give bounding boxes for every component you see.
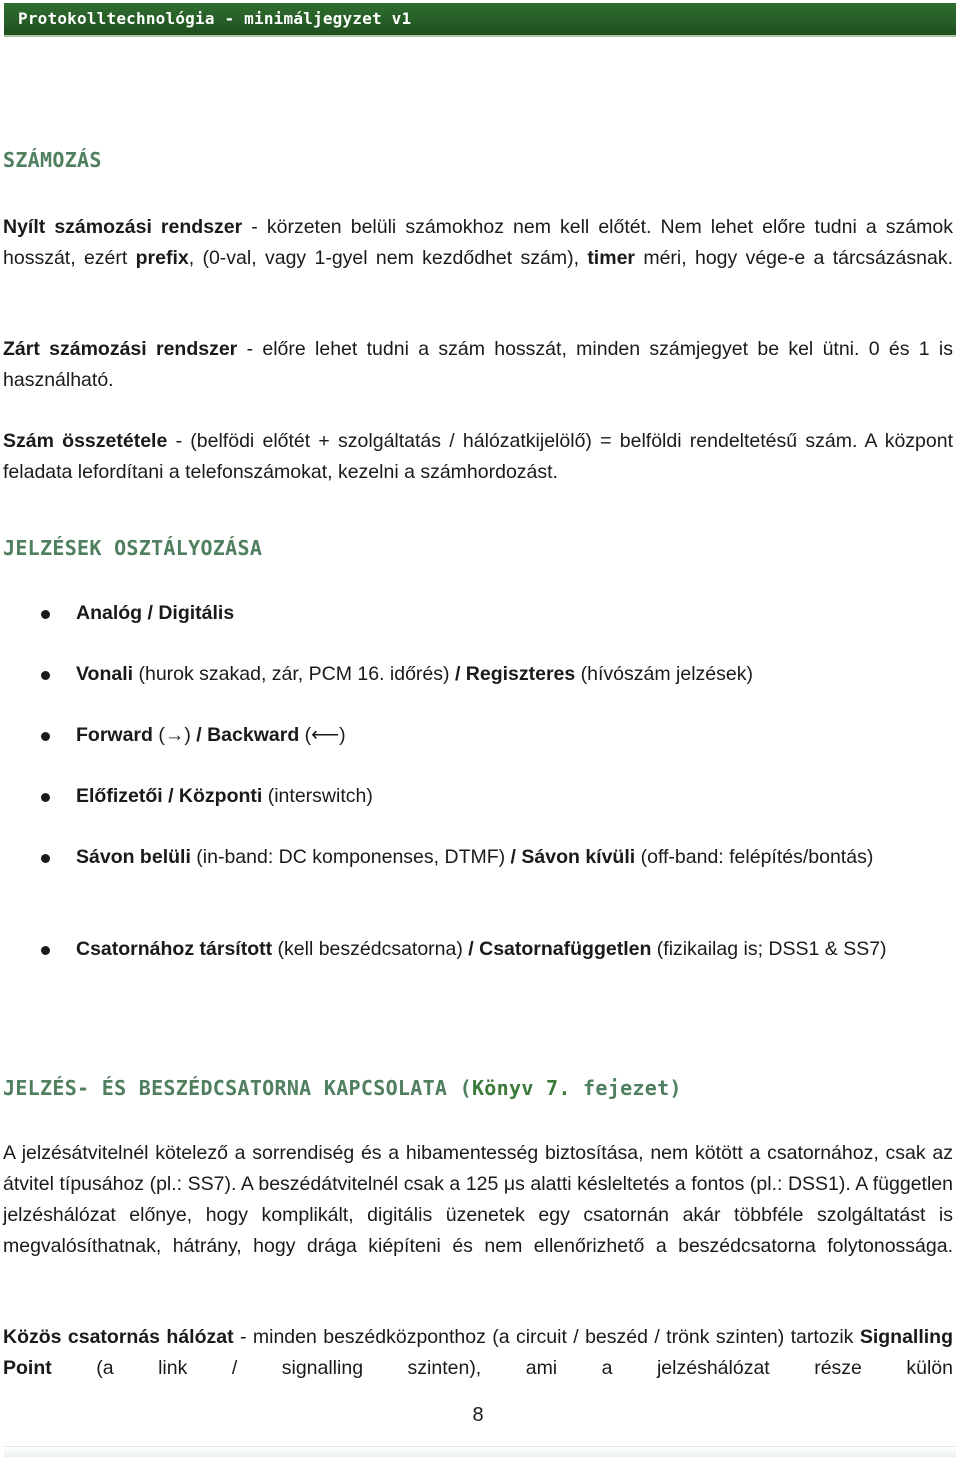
paragraph-szam-osszetetele	[3, 426, 953, 488]
text-run: - minden beszédközponthoz (a circuit / beszéd / trönk szinten) tartozik	[233, 1326, 860, 1348]
page-number: 8	[472, 1404, 484, 1426]
bullet-dot	[41, 854, 50, 863]
bold-term: Szám összetétele	[3, 430, 168, 452]
text-run: (a link / signalling szinten), ami a jelzéshálózat része külön	[51, 1357, 953, 1379]
text-run: (hurok szakad, zár, PCM 16. időrés)	[133, 663, 455, 685]
bold-term: Sávon belüli	[76, 846, 191, 868]
text-run: - körzeten belüli számokhoz nem kell előtét. Nem lehet előre tudni a számok hosszát, ezért	[3, 216, 953, 269]
document-header-title: Protokolltechnológia - minimáljegyzet v1	[18, 9, 412, 28]
bold-term: Csatornához társított	[76, 938, 273, 960]
bold-term: timer	[587, 247, 635, 269]
list-item	[76, 720, 954, 751]
text-run: méri, hogy vége-e a tárcsázásnak.	[635, 247, 953, 269]
paragraph-zart-szamozas	[3, 334, 953, 396]
text-run: , (0-val, vagy 1-gyel nem kezdődhet szám),	[188, 247, 588, 269]
bold-term: Nyílt számozási rendszer	[3, 216, 243, 238]
bold-term: prefix	[135, 247, 189, 269]
list-item	[76, 842, 954, 873]
bold-term: / Sávon kívüli	[510, 846, 636, 868]
paragraph-kozos-csatornas	[3, 1322, 953, 1384]
text-run: (interswitch)	[262, 785, 373, 807]
bullet-dot	[41, 610, 50, 619]
text-run: (hívószám jelzések)	[575, 663, 753, 685]
footer-rule	[4, 1446, 956, 1457]
text-run: (kell beszédcsatorna)	[272, 938, 469, 960]
heading-text: fejezet)	[570, 1076, 682, 1100]
bold-term: / Backward	[196, 724, 300, 746]
text-run: (off-band: felépítés/bontás)	[635, 846, 874, 868]
bold-term: / Regiszteres	[454, 663, 576, 685]
text-run: - előre lehet tudni a szám hosszát, minden számjegyet be kel ütni. 0 és 1 is használható.	[3, 338, 953, 391]
text-run: (fizikailag is; DSS1 & SS7)	[651, 938, 887, 960]
heading-text: JELZÉS- ÉS BESZÉDCSATORNA KAPCSOLATA (	[3, 1076, 472, 1100]
text-run: (in-band: DC komponenses, DTMF)	[190, 846, 511, 868]
bullet-dot	[41, 793, 50, 802]
bold-term: Vonali	[76, 663, 134, 685]
paragraph-nyilt-szamozas	[3, 212, 953, 274]
bold-term: Analóg / Digitális	[76, 602, 235, 624]
heading-szamozas: SZÁMOZÁS	[3, 148, 102, 172]
paragraph-jelzesatvitel: A jelzésátvitelnél kötelező a sorrendiség és a hibamentesség biztosítása, nem kötött a csatornához, csak az átvitel típusához (pl.: SS7). A beszédátvitelnél csak a 125 μs alatti késleltetés a fontos (pl.: DSS1). A független jelzéshálózat előnye, hogy komplikált, digitális üzenetek egy csatornán akár többféle szolgáltatást is megvalósíthatnak, hátrány, hogy drága kiépíteni és nem ellenőrizhető a beszédcsatorna folytonossága.	[3, 1142, 953, 1257]
bold-term: Közös csatornás hálózat	[3, 1326, 234, 1348]
document-header-bar	[4, 3, 956, 37]
list-item	[76, 934, 954, 965]
heading-jelzesek-osztalyozasa: JELZÉSEK OSZTÁLYOZÁSA	[3, 536, 263, 560]
bullet-dot	[41, 946, 50, 955]
list-item	[76, 781, 954, 812]
heading-jelzes-es-beszedcsatorna	[3, 1076, 682, 1100]
bold-term: / Csatornafüggetlen	[468, 938, 652, 960]
list-item	[76, 598, 954, 629]
bold-term: Előfizetői / Központi	[76, 785, 263, 807]
bold-term: Forward	[76, 724, 153, 746]
list-item	[76, 659, 954, 690]
bold-term: Zárt számozási rendszer	[3, 338, 238, 360]
bullet-dot	[41, 671, 50, 680]
bullet-dot	[41, 732, 50, 741]
text-run: (⟵)	[299, 724, 346, 746]
bold-term: Signalling Point	[3, 1326, 953, 1379]
text-run: (→)	[152, 724, 197, 746]
book-chapter-link[interactable]: Könyv 7.	[471, 1076, 571, 1100]
text-run: - (belfödi előtét + szolgáltatás / hálózatkijelölő) = belföldi rendeltetésű szám. A központ feladata lefordítani a telefonszámokat, kezelni a számhordozást.	[3, 430, 953, 483]
